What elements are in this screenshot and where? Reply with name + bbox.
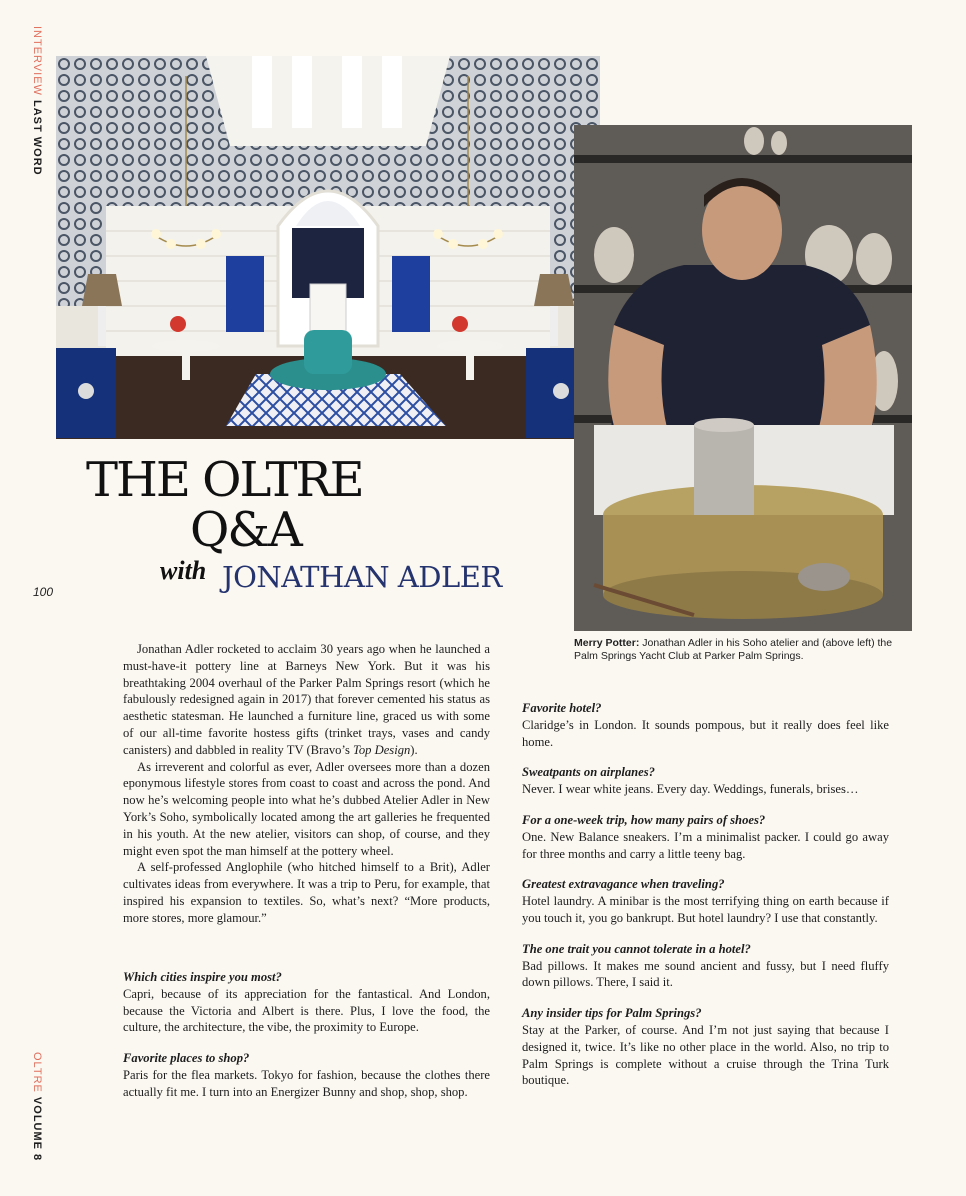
- intro-paragraph: As irreverent and colorful as ever, Adler oversees more than a dozen eponymous lifestyle stores from coast to coast and across the pond. And now he’s welcoming people into what he’s dubbed Atelier Adler in New York’s Soho, symbolically located among the art galleries he frequented in his youth. At the new atelier, visitors can shop, of course, and they might even spot the man himself at the pottery wheel.: [123, 759, 490, 858]
- answer: Bad pillows. It makes me sound ancient and fussy, but I need fluffy down pillows. There, I said it.: [522, 958, 889, 990]
- magazine-volume: VOLUME 8: [31, 1096, 43, 1162]
- title-line-2: Q&A: [190, 502, 301, 558]
- qa-column-left: [123, 969, 490, 1115]
- section-accent: INTERVIEW: [31, 26, 43, 96]
- question: Favorite hotel?: [522, 701, 602, 715]
- section-name: LAST WORD: [31, 99, 43, 176]
- caption-text: Jonathan Adler in his Soho atelier and (above left) the Palm Springs Yacht Club at Parker Palm Springs.: [574, 637, 893, 662]
- intro-paragraph: [123, 641, 490, 759]
- answer: Claridge’s in London. It sounds pompous, but it really does feel like home.: [522, 717, 889, 749]
- caption-lead: Merry Potter:: [574, 637, 640, 649]
- photo-caption: [574, 637, 914, 663]
- portrait-photo: [574, 125, 912, 631]
- answer: Paris for the flea markets. Tokyo for fashion, because the clothes there actually fit me. I turn into an Energizer Bunny and shop, shop, shop.: [123, 1067, 490, 1099]
- answer: One. New Balance sneakers. I’m a minimalist packer. I could go away for three months and carry a little teeny bag.: [522, 829, 889, 861]
- article-title: [86, 452, 556, 602]
- answer: Stay at the Parker, of course. And I’m not just saying that because I designed it, twice. It’s like no other place in the world. Also, no trip to Palm Springs is complete without a cruise through the Trina Turk boutique.: [522, 1022, 889, 1088]
- answer: Never. I wear white jeans. Every day. Weddings, funerals, brises…: [522, 782, 859, 797]
- title-line-1: THE OLTRE: [86, 452, 363, 508]
- intro-p1-end: ).: [410, 742, 418, 757]
- intro-text: [123, 641, 490, 927]
- question: Sweatpants on airplanes?: [522, 765, 655, 780]
- question: The one trait you cannot tolerate in a hotel?: [522, 941, 751, 956]
- answer: Hotel laundry. A minibar is the most terrifying thing on earth because if you touch it, you go bankrupt. But hotel laundry? I use that constantly.: [522, 894, 889, 925]
- section-label: [31, 26, 43, 176]
- question: Any insider tips for Palm Springs?: [522, 1006, 702, 1021]
- intro-p1-italic: Top Design: [353, 742, 411, 757]
- qa-column-right: [522, 700, 889, 1103]
- intro-p1-text: Jonathan Adler rocketed to acclaim 30 years ago when he launched a must-have-it pottery line at Barneys New York. But it was his breathtaking 2004 overhaul of the Parker Palm Springs resort (which he fabulously redesigned again in 2017) that forever cemented his status as aesthetic statesman. He launched a furniture line, graced us with some of our all-time favorite hostess gifts (trinket trays, vases and candy canisters) and dabbled in reality TV (Bravo’s: [123, 642, 490, 757]
- page-number: 100: [33, 585, 54, 599]
- question: Favorite places to shop?: [123, 1051, 250, 1066]
- magazine-accent: OLTRE: [31, 1052, 43, 1093]
- title-with: with: [160, 556, 207, 585]
- intro-paragraph: A self-professed Anglophile (who hitched himself to a Brit), Adler cultivates ideas from everywhere. It was a trip to Peru, for example, that inspired his expansion to textiles. So, what’s next? “More products, more stores, more glamour.”: [123, 860, 490, 925]
- interviewee-name: JONATHAN ADLER: [222, 560, 502, 594]
- question: Greatest extravagance when traveling?: [522, 877, 725, 892]
- question: For a one-week trip, how many pairs of shoes?: [522, 812, 766, 827]
- answer: Capri, because of its appreciation for the fantastical. And London, because the Victoria and Albert is there. Plus, I love the food, the culture, the architecture, the vibe, the proximity to Europe.: [123, 986, 490, 1035]
- magazine-label: [31, 1052, 43, 1161]
- question: Which cities inspire you most?: [123, 970, 282, 984]
- hotel-lobby-photo: [56, 56, 600, 439]
